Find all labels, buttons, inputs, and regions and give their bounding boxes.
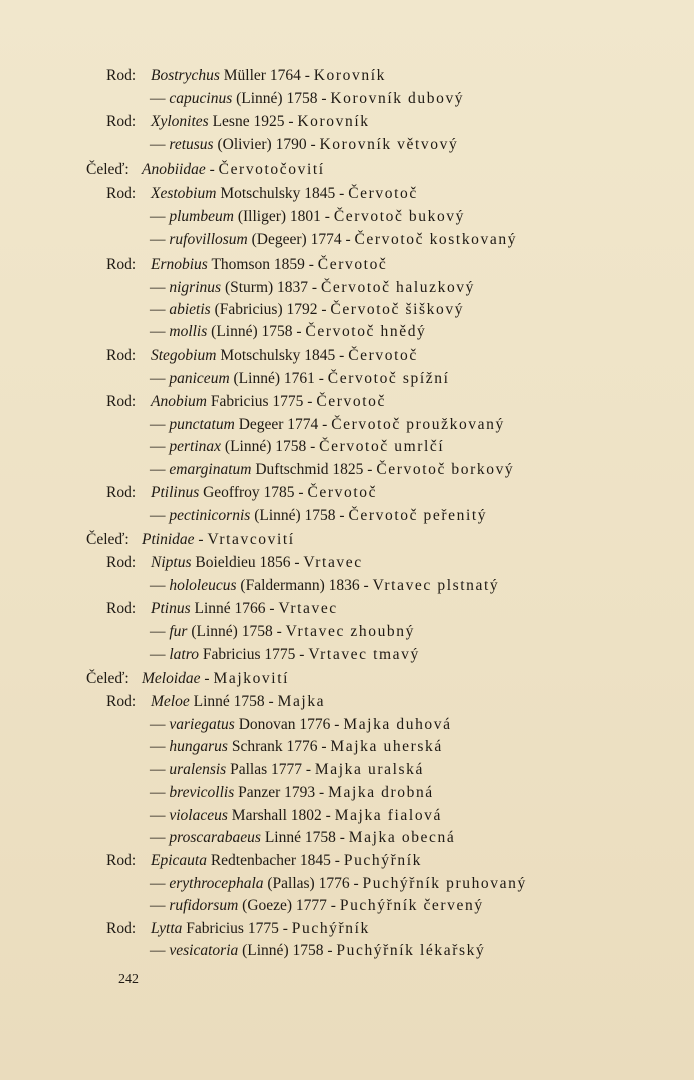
author-year: Linné 1758 - [189, 693, 278, 710]
dash: — [150, 716, 170, 733]
author-year: (Linné) 1758 - [187, 623, 286, 640]
dash: — [150, 807, 170, 824]
czech-name: Majka duhová [343, 716, 452, 733]
czech-name: Červotoč proužkovaný [331, 416, 505, 433]
author-year: (Degeer) 1774 - [247, 231, 355, 248]
czech-name: Červotoč [307, 484, 378, 501]
author-year: Motschulsky 1845 - [216, 185, 349, 202]
scientific-name: Niptus [151, 554, 192, 571]
dash: — [150, 461, 170, 478]
author-year: Linné 1766 - [190, 600, 279, 617]
family-entry [86, 669, 289, 689]
species-entry [150, 645, 420, 665]
species-entry [150, 941, 485, 961]
czech-name: Majka drobná [328, 784, 434, 801]
scientific-name: brevicollis [169, 784, 235, 801]
czech-name: Červotoč haluzkový [320, 279, 476, 296]
author-year: Boieldieu 1856 - [191, 554, 304, 571]
genus-label: Rod: [106, 554, 137, 571]
czech-name: Červotoč borkový [376, 461, 515, 478]
scientific-name: hololeucus [169, 577, 237, 594]
dash: — [150, 623, 170, 640]
czech-name: Vrtavcovití [207, 531, 295, 548]
author-year: (Linné) 1758 - [232, 90, 331, 107]
scientific-name: Lytta [151, 920, 183, 937]
czech-name: Puchýřník [291, 920, 370, 937]
dash: — [150, 231, 170, 248]
czech-name: Červotoč spížní [327, 370, 450, 387]
genus-label: Rod: [106, 600, 137, 617]
author-year: Fabricius 1775 - [206, 393, 317, 410]
czech-name: Červotoč [348, 347, 418, 364]
species-entry [150, 415, 505, 435]
czech-name: Červotoč [348, 185, 418, 202]
genus-entry [106, 599, 338, 619]
genus-label: Rod: [106, 693, 137, 710]
genus-entry [106, 392, 386, 412]
author-year: (Linné) 1758 - [250, 507, 349, 524]
genus-label: Rod: [106, 185, 137, 202]
species-entry [150, 89, 464, 109]
genus-entry [106, 184, 418, 204]
author-year: (Sturm) 1837 - [221, 279, 321, 296]
author-year: Müller 1764 - [219, 67, 314, 84]
scientific-name: Epicauta [151, 852, 207, 869]
scientific-name: paniceum [169, 370, 230, 387]
scientific-name: punctatum [169, 416, 235, 433]
dash: — [150, 208, 170, 225]
scientific-name: vesicatoria [169, 942, 239, 959]
czech-name: Červotoč [317, 256, 388, 273]
dash: — [150, 136, 170, 153]
scientific-name: capucinus [169, 90, 233, 107]
czech-name: Vrtavec plstnatý [372, 577, 500, 594]
dash: — [150, 738, 170, 755]
dash: — [150, 942, 170, 959]
scientific-name: Meloe [151, 693, 190, 710]
author-year: - [200, 670, 214, 687]
genus-entry [106, 112, 370, 132]
scientific-name: Ptinus [151, 600, 191, 617]
species-entry [150, 737, 443, 757]
czech-name: Korovník dubový [330, 90, 465, 107]
species-entry [150, 437, 444, 457]
genus-entry [106, 483, 377, 503]
species-entry [150, 828, 455, 848]
czech-name: Červotoč umrlčí [319, 438, 445, 455]
dash: — [150, 90, 170, 107]
scientific-name: proscarabaeus [169, 829, 261, 846]
dash: — [150, 301, 170, 318]
czech-name: Korovník [297, 113, 370, 130]
author-year: Thomson 1859 - [207, 256, 318, 273]
author-year: Donovan 1776 - [234, 716, 344, 733]
czech-name: Červotoč peřenitý [348, 507, 488, 524]
scientific-name: pectinicornis [169, 507, 251, 524]
czech-name: Vrtavec zhoubný [285, 623, 415, 640]
genus-label: Rod: [106, 256, 137, 273]
czech-name: Puchýřník pruhovaný [362, 875, 527, 892]
species-entry [150, 715, 452, 735]
genus-entry [106, 346, 418, 366]
scientific-name: Xylonites [151, 113, 209, 130]
genus-label: Rod: [106, 347, 137, 364]
author-year: Lesne 1925 - [208, 113, 298, 130]
scientific-name: mollis [169, 323, 208, 340]
czech-name: Korovník [313, 67, 386, 84]
species-entry [150, 460, 514, 480]
species-entry [150, 783, 434, 803]
dash: — [150, 370, 170, 387]
family-label: Čeleď: [86, 670, 129, 687]
page-number: 242 [118, 972, 139, 987]
dash: — [150, 646, 170, 663]
author-year: Degeer 1774 - [234, 416, 332, 433]
species-entry [150, 576, 499, 596]
genus-entry [106, 919, 370, 939]
czech-name: Majkovití [213, 670, 290, 687]
author-year: (Olivier) 1790 - [213, 136, 320, 153]
author-year: (Pallas) 1776 - [263, 875, 363, 892]
author-year: Panzer 1793 - [234, 784, 329, 801]
scientific-name: variegatus [169, 716, 235, 733]
scientific-name: Stegobium [151, 347, 217, 364]
genus-label: Rod: [106, 393, 137, 410]
czech-name: Červotočovití [218, 161, 325, 178]
author-year: - [205, 161, 219, 178]
dash: — [150, 279, 170, 296]
genus-label: Rod: [106, 67, 137, 84]
czech-name: Vrtavec [303, 554, 363, 571]
dash: — [150, 875, 170, 892]
czech-name: Vrtavec [278, 600, 338, 617]
species-entry [150, 322, 426, 342]
dash: — [150, 829, 170, 846]
scientific-name: Anobiidae [142, 161, 206, 178]
dash: — [150, 761, 170, 778]
czech-name: Červotoč [316, 393, 386, 410]
scientific-name: Anobium [151, 393, 207, 410]
dash: — [150, 507, 170, 524]
czech-name: Puchýřník lékařský [336, 942, 486, 959]
genus-entry [106, 692, 325, 712]
dash: — [150, 416, 170, 433]
scientific-name: rufovillosum [169, 231, 248, 248]
czech-name: Majka obecná [348, 829, 456, 846]
family-label: Čeleď: [86, 531, 129, 548]
genus-entry [106, 553, 363, 573]
dash: — [150, 323, 170, 340]
author-year: (Linné) 1758 - [238, 942, 337, 959]
scientific-name: Ernobius [151, 256, 208, 273]
author-year: Marshall 1802 - [227, 807, 335, 824]
species-entry [150, 874, 527, 894]
author-year: Fabricius 1775 - [198, 646, 309, 663]
species-entry [150, 278, 475, 298]
dash: — [150, 897, 170, 914]
genus-entry [106, 851, 422, 871]
scientific-name: retusus [169, 136, 214, 153]
family-label: Čeleď: [86, 161, 129, 178]
author-year: Redtenbacher 1845 - [206, 852, 344, 869]
author-year: Motschulsky 1845 - [216, 347, 349, 364]
scientific-name: emarginatum [169, 461, 252, 478]
author-year: (Linné) 1758 - [207, 323, 306, 340]
author-year: (Fabricius) 1792 - [210, 301, 331, 318]
species-entry [150, 760, 424, 780]
scientific-name: rufidorsum [169, 897, 239, 914]
czech-name: Majka uralská [314, 761, 424, 778]
author-year: Fabricius 1775 - [182, 920, 292, 937]
species-entry [150, 622, 415, 642]
author-year: - [194, 531, 208, 548]
czech-name: Majka uherská [330, 738, 443, 755]
species-entry [150, 369, 450, 389]
scientific-name: erythrocephala [169, 875, 264, 892]
czech-name: Vrtavec tmavý [308, 646, 420, 663]
scientific-name: hungarus [169, 738, 228, 755]
author-year: Linné 1758 - [260, 829, 349, 846]
species-entry [150, 896, 484, 916]
author-year: (Faldermann) 1836 - [236, 577, 373, 594]
czech-name: Puchýřník červený [339, 897, 484, 914]
dash: — [150, 438, 170, 455]
czech-name: Červotoč kostkovaný [354, 231, 518, 248]
czech-name: Majka fialová [334, 807, 442, 824]
author-year: Geoffroy 1785 - [199, 484, 308, 501]
species-entry [150, 806, 442, 826]
czech-name: Červotoč hnědý [305, 323, 427, 340]
species-entry [150, 506, 487, 526]
czech-name: Majka [277, 693, 326, 710]
species-entry [150, 230, 517, 250]
scientific-name: latro [169, 646, 199, 663]
species-entry [150, 300, 464, 320]
author-year: (Goeze) 1777 - [238, 897, 340, 914]
author-year: (Illiger) 1801 - [233, 208, 334, 225]
genus-label: Rod: [106, 852, 137, 869]
author-year: Duftschmid 1825 - [251, 461, 377, 478]
author-year: Pallas 1777 - [226, 761, 315, 778]
family-entry [86, 530, 295, 550]
scientific-name: uralensis [169, 761, 227, 778]
scientific-name: fur [169, 623, 188, 640]
genus-label: Rod: [106, 484, 137, 501]
czech-name: Korovník větvový [319, 136, 459, 153]
author-year: (Linné) 1758 - [221, 438, 320, 455]
czech-name: Červotoč bukový [333, 208, 466, 225]
czech-name: Červotoč šiškový [330, 301, 465, 318]
scientific-name: pertinax [169, 438, 222, 455]
scientific-name: plumbeum [169, 208, 234, 225]
genus-entry [106, 66, 386, 86]
scientific-name: abietis [169, 301, 211, 318]
species-entry [150, 135, 458, 155]
czech-name: Puchýřník [343, 852, 422, 869]
dash: — [150, 577, 170, 594]
dash: — [150, 784, 170, 801]
author-year: (Linné) 1761 - [229, 370, 328, 387]
genus-entry [106, 255, 387, 275]
scientific-name: nigrinus [169, 279, 222, 296]
scientific-name: Bostrychus [151, 67, 220, 84]
scientific-name: Ptilinus [151, 484, 200, 501]
species-entry [150, 207, 465, 227]
family-entry [86, 160, 325, 180]
genus-label: Rod: [106, 113, 137, 130]
scientific-name: violaceus [169, 807, 228, 824]
scientific-name: Xestobium [151, 185, 217, 202]
author-year: Schrank 1776 - [227, 738, 331, 755]
genus-label: Rod: [106, 920, 137, 937]
scientific-name: Meloidae [142, 670, 201, 687]
scientific-name: Ptinidae [142, 531, 195, 548]
